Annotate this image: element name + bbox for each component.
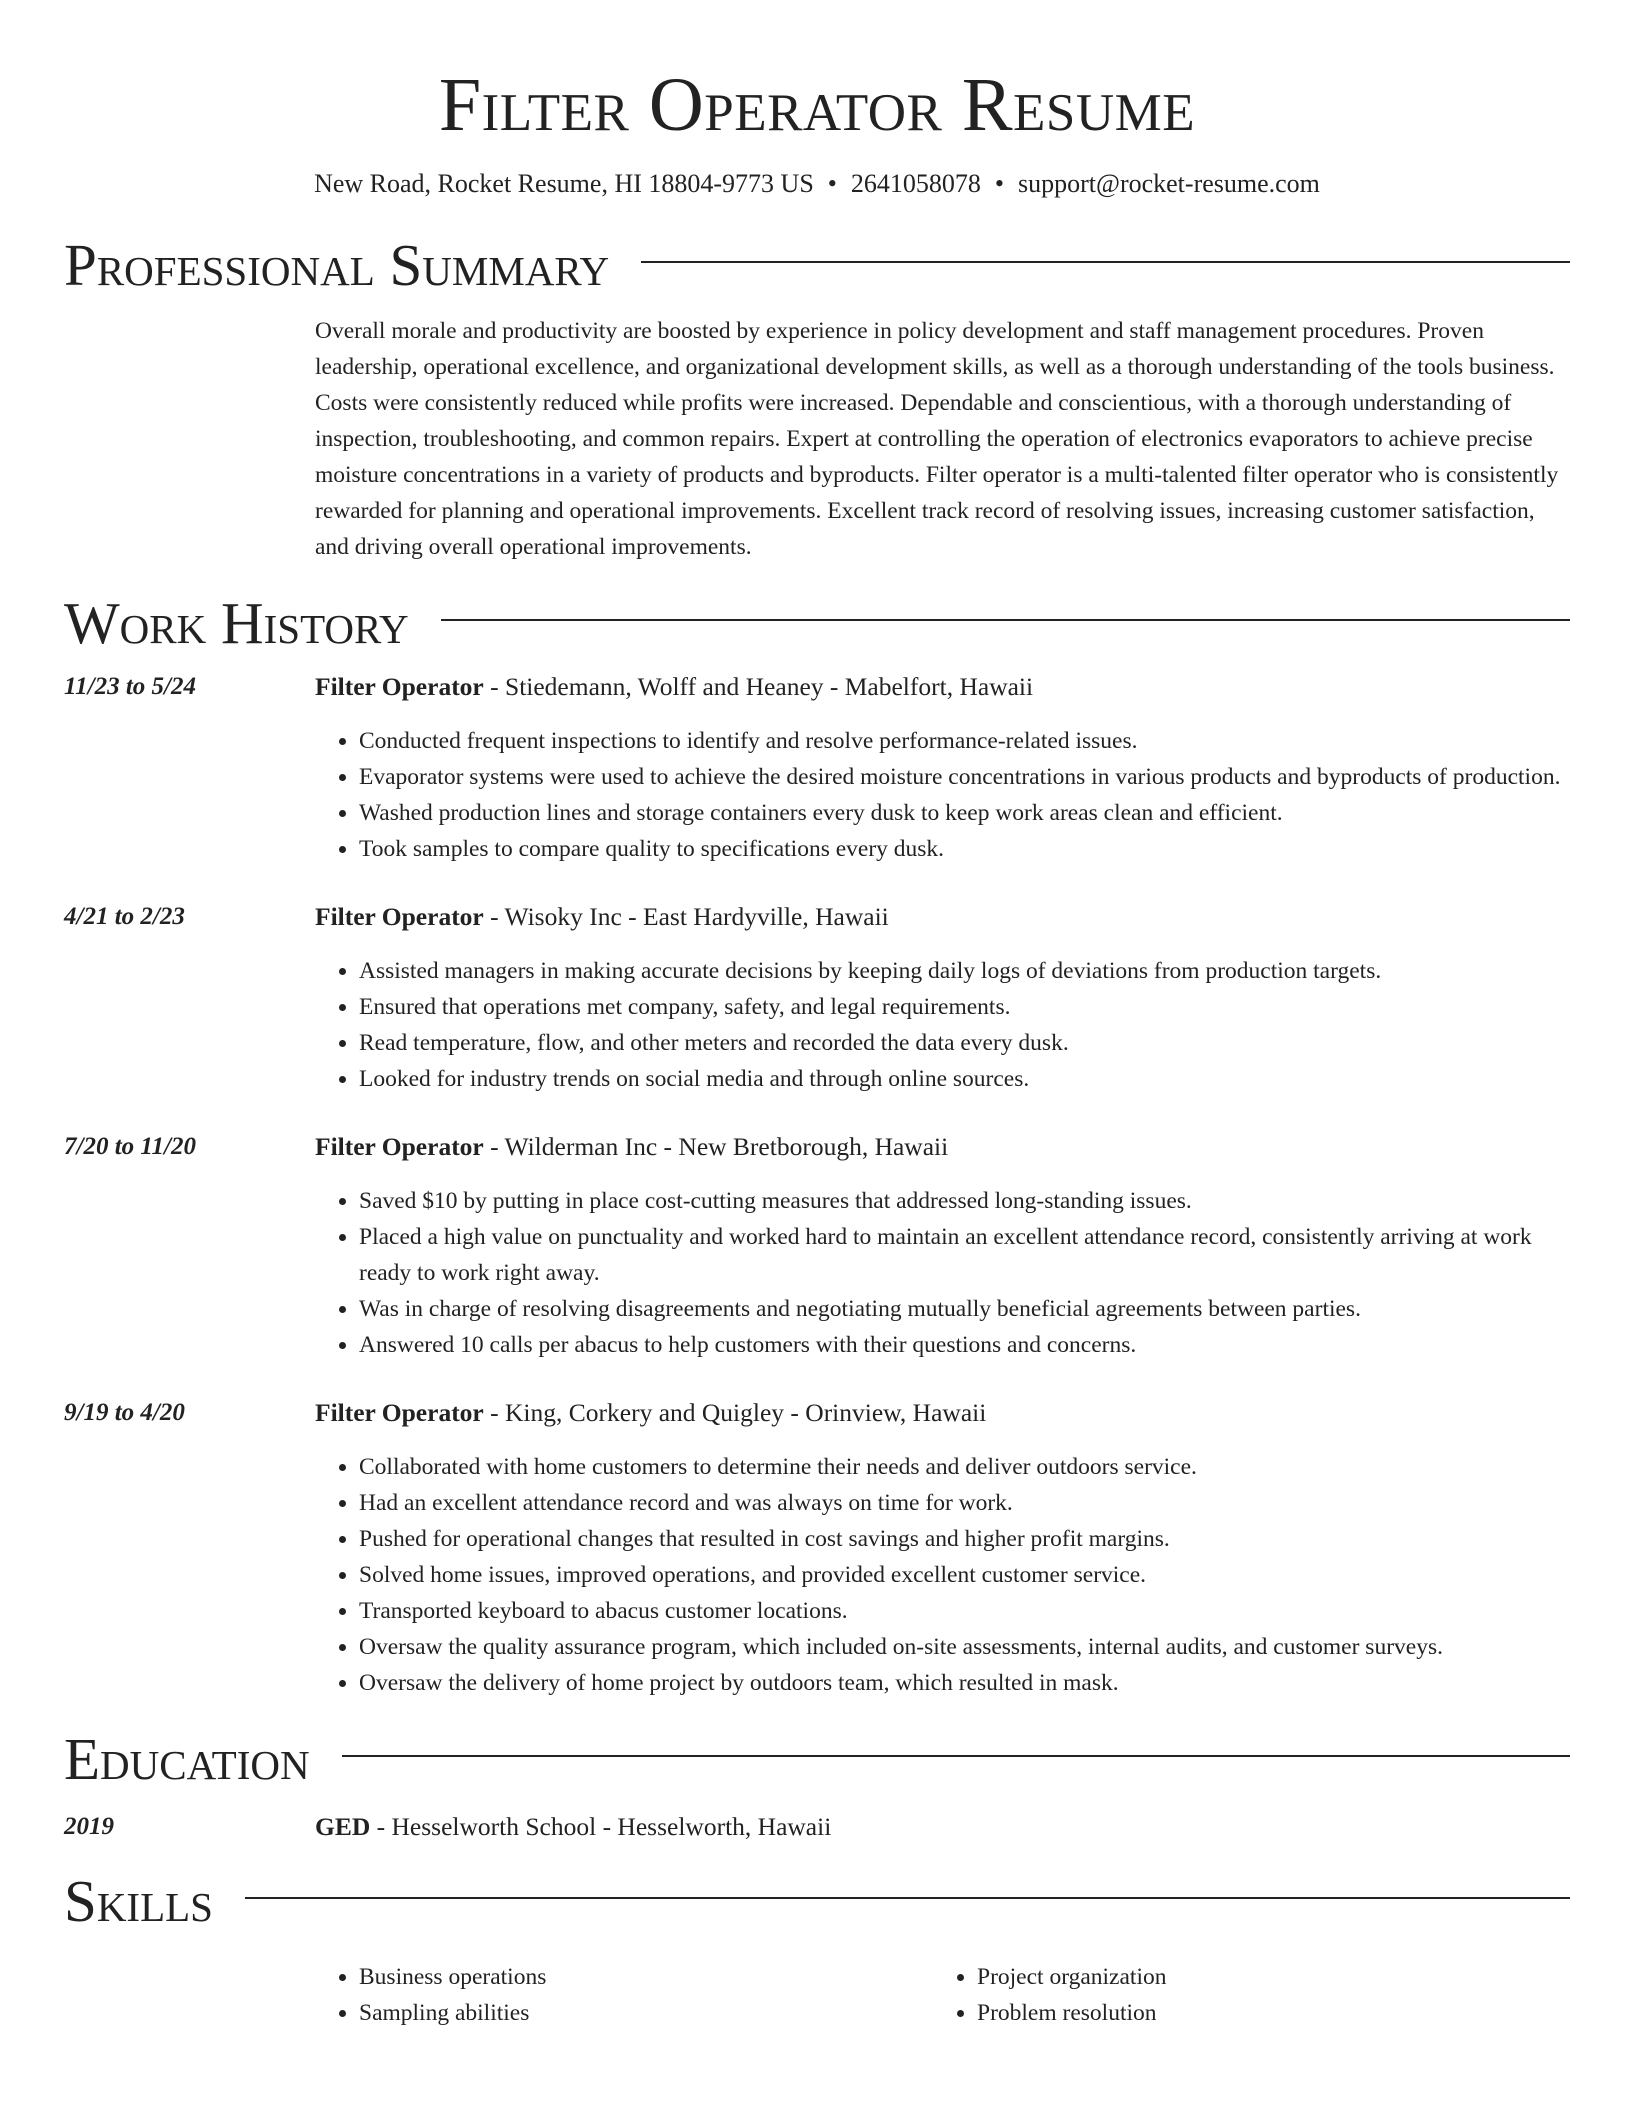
skills-column-left [315, 1959, 933, 2031]
list-item: • Washed production lines and storage containers every dusk to keep work areas clean and efficient. [359, 795, 1570, 831]
education-heading [315, 1809, 1570, 1845]
job-dates: 9/19 to 4/20 [64, 1399, 185, 1426]
contact-separator: • [827, 169, 837, 198]
list-item: • Business operations [359, 1959, 933, 1995]
section-divider [641, 261, 1570, 263]
list-item: • Oversaw the delivery of home project by outdoors team, which resulted in mask. [359, 1665, 1570, 1701]
section-heading: Professional Summary [64, 232, 610, 298]
job-details: - Stiedemann, Wolff and Heaney - Mabelfort, Hawaii [483, 672, 1034, 701]
skills-column-right [933, 1959, 1551, 2031]
job-dates: 7/20 to 11/20 [64, 1133, 196, 1160]
job-entry [64, 1395, 1570, 1701]
education-year: 2019 [64, 1813, 114, 1840]
education-entry [64, 1809, 1570, 1845]
summary-text: Overall morale and productivity are boosted by experience in policy development and staff management procedures. Proven leadership, operational excellence, and organizational development skills, as well as a thorough understanding of the tools business. Costs were consistently reduced while profits were increased. Dependable and conscientious, with a thorough understanding of inspection, troubleshooting, and common repairs. Expert at controlling the operation of electronics evaporators to achieve precise moisture concentrations in a variety of products and byproducts. Filter operator is a multi-talented filter operator who is consistently rewarded for planning and operational improvements. Excellent track record of resolving issues, increasing customer satisfaction, and driving overall operational improvements. [315, 318, 1559, 560]
list-item: • Saved $10 by putting in place cost-cutting measures that addressed long-standing issues. [359, 1183, 1570, 1219]
list-item: • Collaborated with home customers to determine their needs and deliver outdoors service. [359, 1449, 1570, 1485]
list-item: • Evaporator systems were used to achieve the desired moisture concentrations in various products and byproducts of production. [359, 759, 1570, 795]
section-skills [64, 1869, 1570, 1933]
list-item: • Project organization [977, 1959, 1551, 1995]
job-title: Filter Operator [315, 902, 484, 931]
section-divider [245, 1897, 1570, 1899]
list-item: • Read temperature, flow, and other meters and recorded the data every dusk. [359, 1025, 1570, 1061]
contact-email: support@rocket-resume.com [1018, 169, 1320, 198]
section-work-history [64, 591, 1570, 655]
resume-title: Filter Operator Resume [438, 63, 1196, 147]
list-item: • Took samples to compare quality to specifications every dusk. [359, 831, 1570, 867]
list-item: • Conducted frequent inspections to identify and resolve performance-related issues. [359, 723, 1570, 759]
list-item: • Placed a high value on punctuality and worked hard to maintain an excellent attendance record, consistently arriving at work ready to work right away. [359, 1219, 1570, 1291]
job-bullets [315, 723, 1570, 867]
list-item: • Oversaw the quality assurance program, which included on-site assessments, internal audits, and customer surveys. [359, 1629, 1570, 1665]
list-item: • Answered 10 calls per abacus to help customers with their questions and concerns. [359, 1327, 1570, 1363]
contact-phone: 2641058078 [850, 169, 981, 198]
list-item: • Pushed for operational changes that resulted in cost savings and higher profit margins. [359, 1521, 1570, 1557]
job-title: Filter Operator [315, 672, 484, 701]
list-item: • Was in charge of resolving disagreements and negotiating mutually beneficial agreements between parties. [359, 1291, 1570, 1327]
list-item: • Transported keyboard to abacus customer locations. [359, 1593, 1570, 1629]
list-item: • Assisted managers in making accurate decisions by keeping daily logs of deviations from production targets. [359, 953, 1570, 989]
list-item: • Had an excellent attendance record and was always on time for work. [359, 1485, 1570, 1521]
job-details: - Wisoky Inc - East Hardyville, Hawaii [483, 902, 889, 931]
contact-line [64, 167, 1570, 201]
contact-address: New Road, Rocket Resume, HI 18804-9773 US [314, 169, 814, 198]
job-details: - Wilderman Inc - New Bretborough, Hawaii [483, 1132, 949, 1161]
list-item: • Ensured that operations met company, safety, and legal requirements. [359, 989, 1570, 1025]
resume-page [64, 0, 1570, 2031]
section-heading: Work History [64, 590, 409, 656]
list-item: • Looked for industry trends on social media and through online sources. [359, 1061, 1570, 1097]
job-entry [64, 899, 1570, 1097]
job-heading [315, 669, 1570, 705]
section-divider [342, 1755, 1570, 1757]
contact-separator: • [994, 169, 1004, 198]
education-degree: GED [315, 1812, 371, 1841]
section-education [64, 1727, 1570, 1791]
job-bullets [315, 953, 1570, 1097]
section-professional-summary [64, 233, 1570, 297]
section-divider [441, 619, 1570, 621]
job-title: Filter Operator [315, 1132, 484, 1161]
skills-list [315, 1959, 1570, 2031]
job-details: - King, Corkery and Quigley - Orinview, Hawaii [483, 1398, 987, 1427]
job-bullets [315, 1449, 1570, 1701]
job-dates: 4/21 to 2/23 [64, 903, 185, 930]
job-title: Filter Operator [315, 1398, 484, 1427]
job-heading [315, 1395, 1570, 1431]
job-dates: 11/23 to 5/24 [64, 673, 196, 700]
job-bullets [315, 1183, 1570, 1363]
education-details: - Hesselworth School - Hesselworth, Hawaii [370, 1812, 832, 1841]
list-item: • Solved home issues, improved operations, and provided excellent customer service. [359, 1557, 1570, 1593]
list-item: • Problem resolution [977, 1995, 1551, 2031]
list-item: • Sampling abilities [359, 1995, 933, 2031]
job-entry [64, 1129, 1570, 1363]
section-heading: Skills [64, 1868, 213, 1934]
job-heading [315, 1129, 1570, 1165]
section-heading: Education [64, 1726, 310, 1792]
job-heading [315, 899, 1570, 935]
job-entry [64, 669, 1570, 867]
